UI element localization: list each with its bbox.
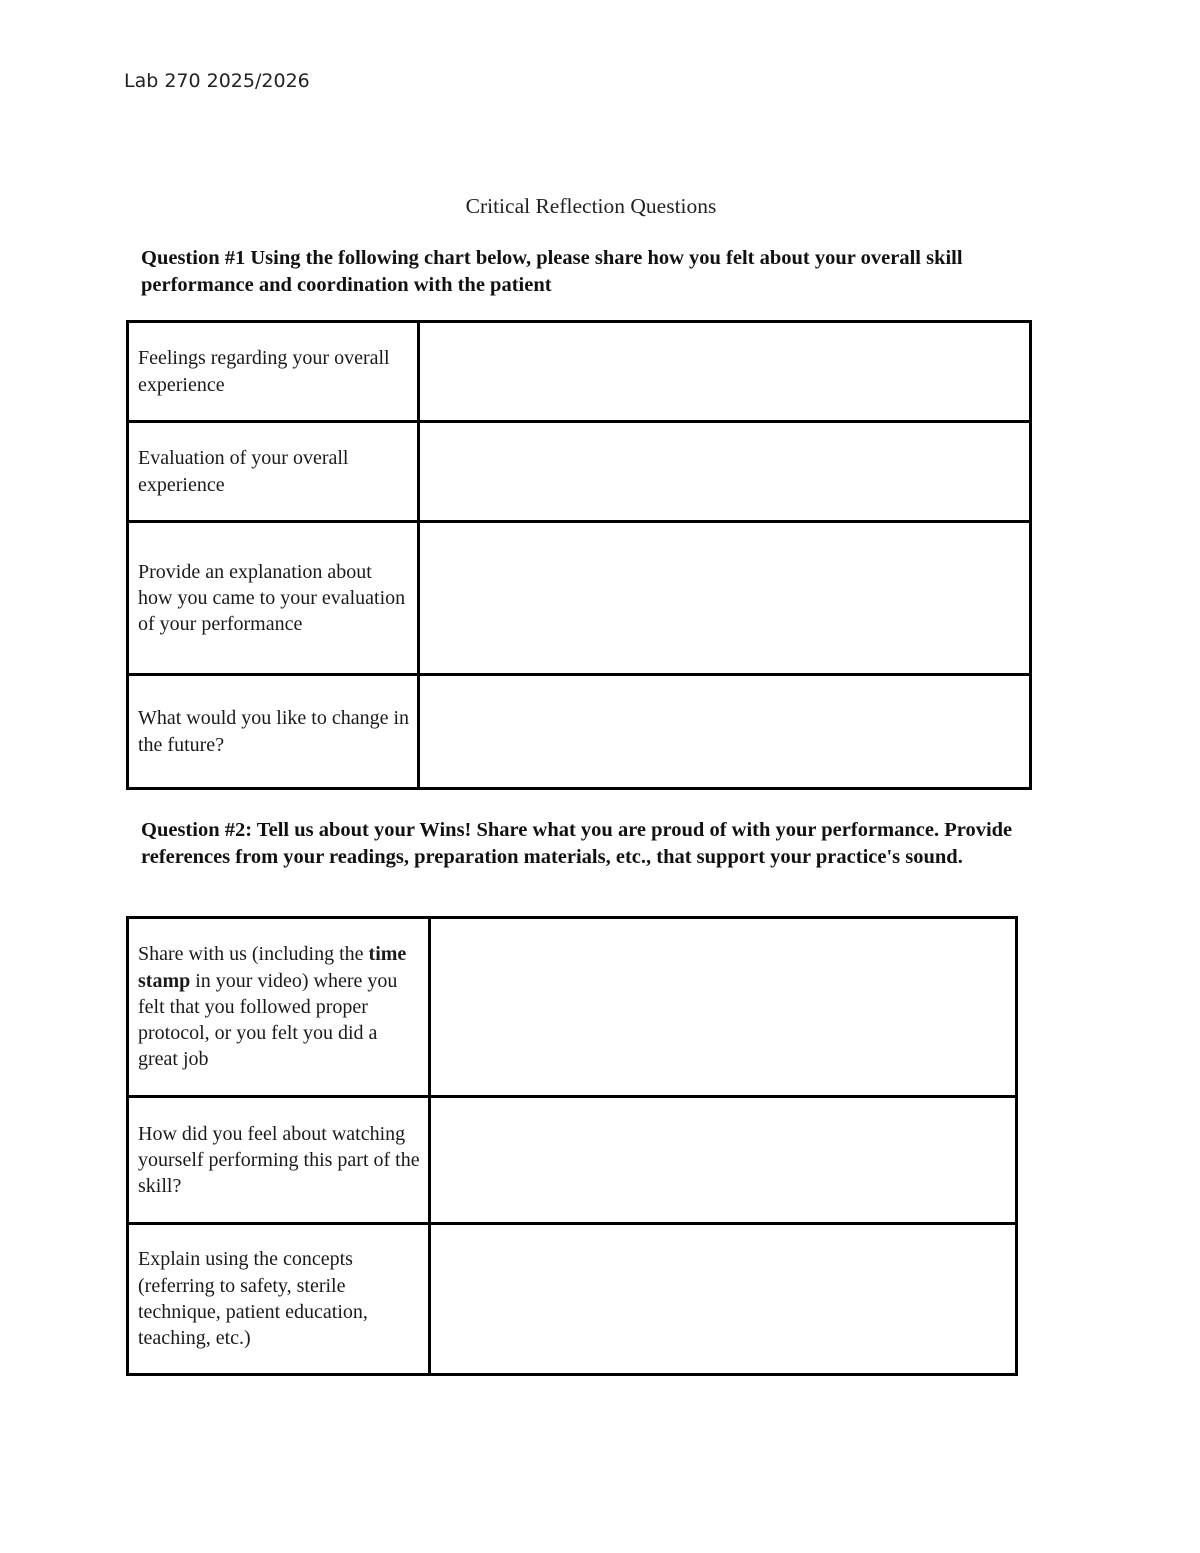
question-1-prompt: Question #1 Using the following chart below, please share how you felt about your overall skill performance and coordination with the patient [141, 247, 963, 296]
row-label-concepts: Explain using the concepts (referring to safety, sterile technique, patient education, teaching, etc.) [128, 1224, 430, 1375]
table-row [128, 675, 1031, 789]
answer-cell-time-stamp[interactable] [430, 918, 1017, 1097]
page-header: Lab 270 2025/2026 [124, 70, 310, 92]
question-2-prompt: Question #2: Tell us about your Wins! Share what you are proud of with your performance. Provide references from your readings, preparation materials, etc., that support your practice's sound. [141, 819, 1013, 868]
answer-cell-future-change[interactable] [419, 675, 1031, 789]
label-text-start: Share with us (including the [138, 943, 364, 966]
table-row [128, 522, 1031, 675]
row-label-feelings: Feelings regarding your overall experience [128, 322, 419, 422]
row-label-future-change: What would you like to change in the future? [128, 675, 419, 789]
page-title: Critical Reflection Questions [465, 194, 717, 218]
answer-cell-watching-feelings[interactable] [430, 1097, 1017, 1224]
table-row [128, 1097, 1017, 1224]
answer-cell-explanation[interactable] [419, 522, 1031, 675]
answer-cell-concepts[interactable] [430, 1224, 1017, 1375]
row-label-explanation: Provide an explanation about how you came to your evaluation of your performance [128, 522, 419, 675]
row-label-time-stamp [128, 918, 430, 1097]
row-label-watching-feelings: How did you feel about watching yourself performing this part of the skill? [128, 1097, 430, 1224]
answer-cell-evaluation[interactable] [419, 422, 1031, 522]
table-row [128, 918, 1017, 1097]
answer-cell-feelings[interactable] [419, 322, 1031, 422]
row-label-evaluation: Evaluation of your overall experience [128, 422, 419, 522]
question-2-chart [126, 916, 1018, 1376]
table-row [128, 422, 1031, 522]
table-row [128, 1224, 1017, 1375]
label-text-bold: time stamp [138, 943, 407, 992]
table-row [128, 322, 1031, 422]
label-text-end: in your video) where you felt that you followed proper protocol, or you felt you did a great job [138, 969, 398, 1071]
question-1-chart [126, 320, 1032, 790]
